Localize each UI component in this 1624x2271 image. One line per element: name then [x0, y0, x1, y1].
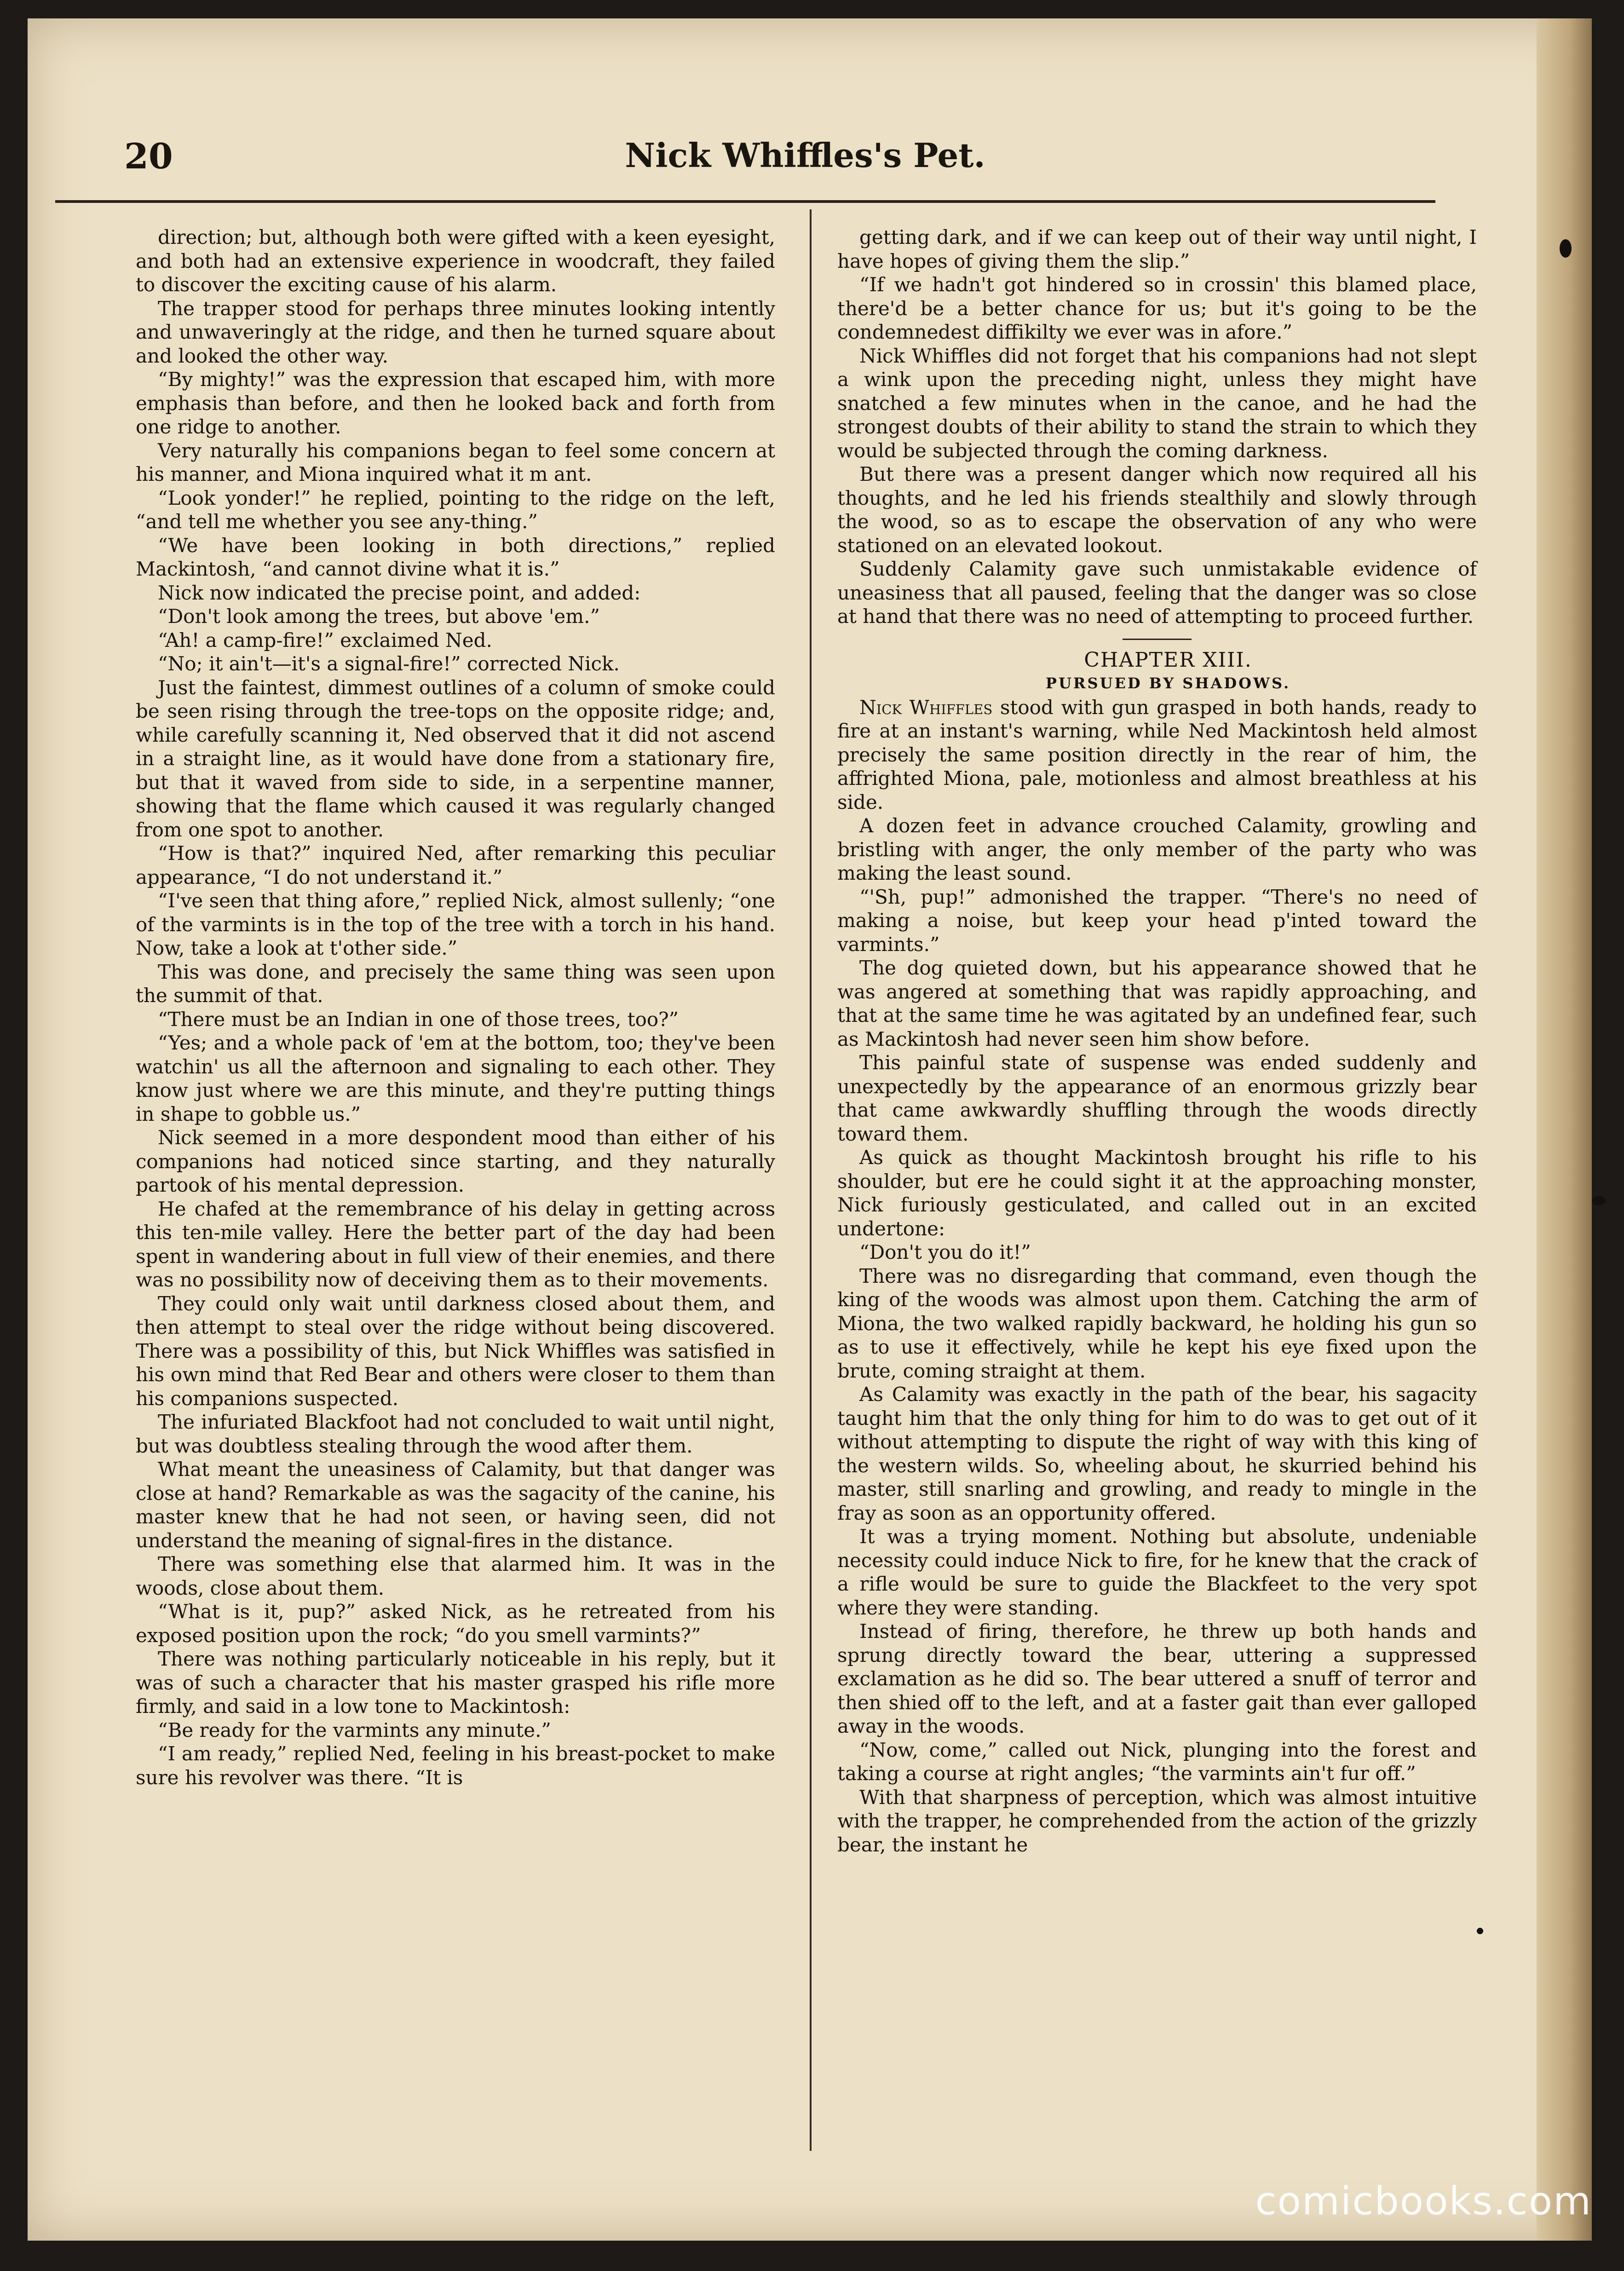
page-header	[124, 136, 1486, 200]
paragraph: Very naturally his companions began to feel some concern at his manner, and Miona inquired what it m ant.	[136, 439, 775, 485]
scan-speck	[1477, 1928, 1483, 1934]
chapter-opening-rest: stood with gun grasped in both hands, ready to fire at an instant's warning, while Ned Mackintosh held almost precisely the same position directly in the rear of him, the affrighted Miona, pale, motionless and almost breathless at his side.	[837, 696, 1477, 813]
right-column-top-text	[837, 225, 1477, 628]
paragraph: Nick seemed in a more despondent mood than either of his companions had noticed since starting, and they naturally partook of his mental depression.	[136, 1126, 775, 1196]
paragraph: A dozen feet in advance crouched Calamity, growling and bristling with anger, the only member of the party who was making the least sound.	[837, 814, 1477, 884]
paragraph: This painful state of suspense was ended suddenly and unexpectedly by the appearance of an enormous grizzly bear that came awkwardly shuffling through the woods directly toward them.	[837, 1051, 1477, 1145]
watermark: comicbooks.com	[1255, 2179, 1592, 2224]
paragraph: Just the faintest, dimmest outlines of a column of smoke could be seen rising through the tree-tops on the opposite ridge; and, while carefully scanning it, Ned observed that it did not ascend in a straight line, as it would have done from a stationary fire, but that it waved from side to side, in a serpentine manner, showing that the flame which caused it was regularly changed from one spot to another.	[136, 676, 775, 841]
paragraph: The infuriated Blackfoot had not concluded to wait until night, but was doubtless stealing through the wood after them.	[136, 1411, 775, 1457]
paragraph: “What is it, pup?” asked Nick, as he retreated from his exposed position upon the rock; “do you smell varmints?”	[136, 1600, 775, 1647]
paragraph: “By mighty!” was the expression that escaped him, with more emphasis than before, and then he looked back and forth from one ridge to another.	[136, 368, 775, 438]
scan-speck	[1560, 239, 1572, 258]
paragraph: “If we hadn't got hindered so in crossin' this blamed place, there'd be a better chance for us; but it's going to be the condemnedest diffikilty we ever was in afore.”	[837, 273, 1477, 343]
paragraph: getting dark, and if we can keep out of their way until night, I have hopes of giving them the slip.”	[837, 226, 1477, 272]
paragraph: Suddenly Calamity gave such unmistakable evidence of uneasiness that all paused, feeling that the danger was so close at hand that there was no need of attempting to proceed further.	[837, 558, 1477, 628]
paragraph: As quick as thought Mackintosh brought his rifle to his shoulder, but ere he could sight it at the approaching monster, Nick furiously gesticulated, and called out in an excited undertone:	[837, 1146, 1477, 1240]
chapter-subtitle: PURSUED BY SHADOWS.	[1045, 674, 1291, 692]
page-number: 20	[124, 136, 173, 177]
paragraph: Nick now indicated the precise point, and added:	[158, 581, 641, 604]
paragraph: There was no disregarding that command, even though the king of the woods was almost upon them. Catching the arm of Miona, the two walked rapidly backward, he holding his gun so as to use it effectively, while he kept his eye fixed upon the brute, coming straight at them.	[837, 1264, 1477, 1382]
chapter-opening-smallcaps: Nick Whiffles	[859, 696, 993, 719]
magazine-page	[28, 18, 1592, 2241]
chapter-rule	[1123, 639, 1192, 640]
paragraph: Nick Whiffles did not forget that his companions had not slept a wink upon the preceding night, unless they might have snatched a few minutes when in the canoe, and he had the strongest doubts of their ability to stand the strain to which they would be subjected through the coming darkness.	[837, 344, 1477, 462]
paragraph: “Look yonder!” he replied, pointing to the ridge on the left, “and tell me whether you see any-thing.”	[136, 486, 775, 533]
paragraph: He chafed at the remembrance of his delay in getting across this ten-mile valley. Here the better part of the day had been spent in wandering about in full view of their enemies, and there was no possibility now of deceiving them as to their movements.	[136, 1197, 775, 1291]
paragraph: “Now, come,” called out Nick, plunging into the forest and taking a course at right angles; “the varmints ain't fur off.”	[837, 1738, 1477, 1785]
paragraph: The trapper stood for perhaps three minutes looking intently and unwaveringly at the ridge, and then he turned square about and looked the other way.	[136, 297, 775, 367]
chapter-title: CHAPTER XIII.	[1084, 648, 1252, 672]
paragraph: direction; but, although both were gifted with a keen eyesight, and both had an extensive experience in woodcraft, they failed to discover the exciting cause of his alarm.	[136, 226, 775, 296]
paragraph: The dog quieted down, but his appearance showed that he was angered at something that was rapidly approaching, and that at the same time he was agitated by an undefined fear, such as Mackintosh had never seen him show before.	[837, 957, 1477, 1050]
paragraph: “There must be an Indian in one of those trees, too?”	[158, 1008, 679, 1031]
paragraph: “We have been looking in both directions,” replied Mackintosh, “and cannot divine what it is.”	[136, 534, 775, 580]
paragraph: Instead of firing, therefore, he threw up both hands and sprung directly toward the bear, uttering a suppressed exclamation as he did so. The bear uttered a snuff of terror and then shied off to the left, and at a faster gait than ever galloped away in the woods.	[837, 1620, 1477, 1737]
paragraph: “Don't look among the trees, but above 'em.”	[158, 605, 600, 628]
right-column-bottom-text	[837, 814, 1477, 1856]
left-column	[136, 225, 775, 1789]
column-divider	[810, 209, 812, 2151]
right-column	[837, 225, 1477, 1856]
page-binding-edge	[1537, 18, 1592, 2241]
chapter-opening-paragraph	[837, 696, 1477, 814]
paragraph: “'Sh, pup!” admonished the trapper. “There's no need of making a noise, but keep your head p'inted toward the varmints.”	[837, 885, 1477, 956]
paragraph: “How is that?” inquired Ned, after remarking this peculiar appearance, “I do not understand it.”	[136, 842, 775, 888]
paragraph: “Don't you do it!”	[859, 1241, 1031, 1263]
paragraph: “Yes; and a whole pack of 'em at the bottom, too; they've been watchin' us all the afternoon and signaling to each other. They know just where we are this minute, and they're putting things in shape to gobble us.”	[136, 1032, 775, 1125]
running-title: Nick Whiffles's Pet.	[625, 136, 985, 175]
paragraph: With that sharpness of perception, which was almost intuitive with the trapper, he comprehended from the action of the grizzly bear, the instant he	[837, 1786, 1477, 1856]
paragraph: “I am ready,” replied Ned, feeling in his breast-pocket to make sure his revolver was there. “It is	[136, 1742, 775, 1789]
paragraph: It was a trying moment. Nothing but absolute, undeniable necessity could induce Nick to fire, for he knew that the crack of a rifle would be sure to guide the Blackfeet to the very spot where they were standing.	[837, 1525, 1477, 1619]
paragraph: There was something else that alarmed him. It was in the woods, close about them.	[136, 1553, 775, 1599]
scan-speck	[1592, 1196, 1606, 1205]
paragraph: They could only wait until darkness closed about them, and then attempt to steal over the ridge without being discovered. There was a possibility of this, but Nick Whiffles was satisfied in his own mind that Red Bear and others were closer to them than his companions suspected.	[136, 1292, 775, 1410]
paragraph: “I've seen that thing afore,” replied Nick, almost sullenly; “one of the varmints is in the top of the tree with a torch in his hand. Now, take a look at t'other side.”	[136, 889, 775, 959]
paragraph: But there was a present danger which now required all his thoughts, and he led his friends stealthily and slowly through the wood, so as to escape the observation of any who were stationed on an elevated lookout.	[837, 463, 1477, 557]
paragraph: What meant the uneasiness of Calamity, but that danger was close at hand? Remarkable as was the sagacity of the canine, his master knew that he had not seen, or having seen, did not understand the meaning of signal-fires in the distance.	[136, 1458, 775, 1552]
paragraph: “Ah! a camp-fire!” exclaimed Ned.	[158, 628, 492, 651]
header-rule	[55, 200, 1435, 203]
paragraph: “No; it ain't—it's a signal-fire!” corrected Nick.	[158, 652, 620, 675]
paragraph: There was nothing particularly noticeable in his reply, but it was of such a character that his master grasped his rifle more firmly, and said in a low tone to Mackintosh:	[136, 1648, 775, 1718]
paragraph: “Be ready for the varmints any minute.”	[158, 1718, 551, 1741]
paragraph: As Calamity was exactly in the path of the bear, his sagacity taught him that the only thing for him to do was to get out of it without attempting to dispute the right of way with this king of the western wilds. So, wheeling about, he skurried behind his master, still snarling and growling, and ready to mingle in the fray as soon as an opportunity offered.	[837, 1383, 1477, 1524]
paragraph: This was done, and precisely the same thing was seen upon the summit of that.	[136, 960, 775, 1007]
